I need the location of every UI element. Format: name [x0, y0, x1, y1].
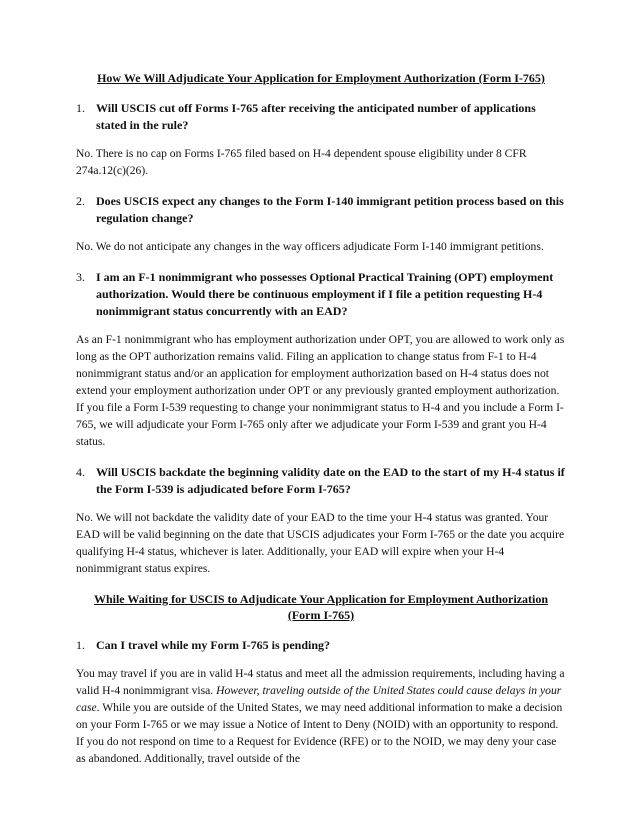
- faq-answer: No. There is no cap on Forms I-765 filed based on H-4 dependent spouse eligibility under 8 CFR 274a.12(c)(26).: [76, 147, 527, 177]
- question-number: 1.: [76, 101, 85, 115]
- faq-item: [76, 193, 566, 255]
- faq-item: [76, 100, 566, 179]
- question-text: I am an F-1 nonimmigrant who possesses Optional Practical Training (OPT) employment authorization. Would there be continuous employment if I file a petition requesting H-4 nonimmigrant status concurrently with an EAD?: [96, 270, 554, 318]
- faq-answer: [76, 665, 566, 767]
- question-text: Will USCIS backdate the beginning validity date on the EAD to the start of my H-4 status if the Form I-539 is adjudicated before Form I-765?: [96, 465, 565, 496]
- faq-answer: No. We will not backdate the validity date of your EAD to the time your H-4 status was granted. Your EAD will be valid beginning on the date that USCIS adjudicates your Form I-765 or the date you acquire qualifying H-4 status, whichever is later. Additionally, your EAD will expire when your H-4 nonimmigrant status expires.: [76, 511, 565, 575]
- question-text: Will USCIS cut off Forms I-765 after receiving the anticipated number of applications stated in the rule?: [96, 101, 536, 132]
- faq-answer: No. We do not anticipate any changes in the way officers adjudicate Form I-140 immigrant petitions.: [76, 240, 544, 253]
- question-text: Does USCIS expect any changes to the Form I-140 immigrant petition process based on this regulation change?: [96, 194, 564, 225]
- faq-question: [76, 637, 566, 654]
- faq-question: [76, 269, 566, 320]
- faq-question: [76, 100, 566, 134]
- faq-question: [76, 464, 566, 498]
- faq-item: [76, 637, 566, 767]
- question-number: 2.: [76, 194, 85, 208]
- section-heading-adjudicate: How We Will Adjudicate Your Application for Employment Authorization (Form I-765): [97, 71, 545, 85]
- question-number: 4.: [76, 465, 85, 479]
- question-number: 1.: [76, 638, 85, 652]
- faq-answer: As an F-1 nonimmigrant who has employment authorization under OPT, you are allowed to work only as long as the OPT authorization remains valid. Filing an application to change status from F-1 to H-4 nonimmigrant status and/or an application for employment authorization based on H-4 status does not extend your employment authorization under OPT or any previously granted employment authorization. If you file a Form I-539 requesting to change your nonimmigrant status to H-4 and you include a Form I-765, we will adjudicate your Form I-765 only after we adjudicate your Form I-539 and grant you H-4 status.: [76, 333, 565, 448]
- faq-item: [76, 269, 566, 450]
- question-text: Can I travel while my Form I-765 is pending?: [96, 638, 330, 652]
- faq-item: [76, 464, 566, 577]
- answer-text: . While you are outside of the United States, we may need additional information to make a decision on your Form I-765 or we may issue a Notice of Intent to Deny (NOID) with an opportunity to respond. If you do not respond on time to a Request for Evidence (RFE) or to the NOID, we may deny your case as abandoned. Additionally, travel outside of the: [76, 701, 563, 765]
- answer-text: You may travel if you are in valid H-4 status and meet all the admission requirements, including having a valid H-4 nonimmigrant visa.: [76, 667, 565, 697]
- question-number: 3.: [76, 270, 85, 284]
- faq-question: [76, 193, 566, 227]
- section-heading-waiting: While Waiting for USCIS to Adjudicate Your Application for Employment Authorization (Form I-765): [93, 592, 549, 622]
- answer-italic-text: However, traveling outside of the United States could cause delays in your case: [76, 684, 562, 714]
